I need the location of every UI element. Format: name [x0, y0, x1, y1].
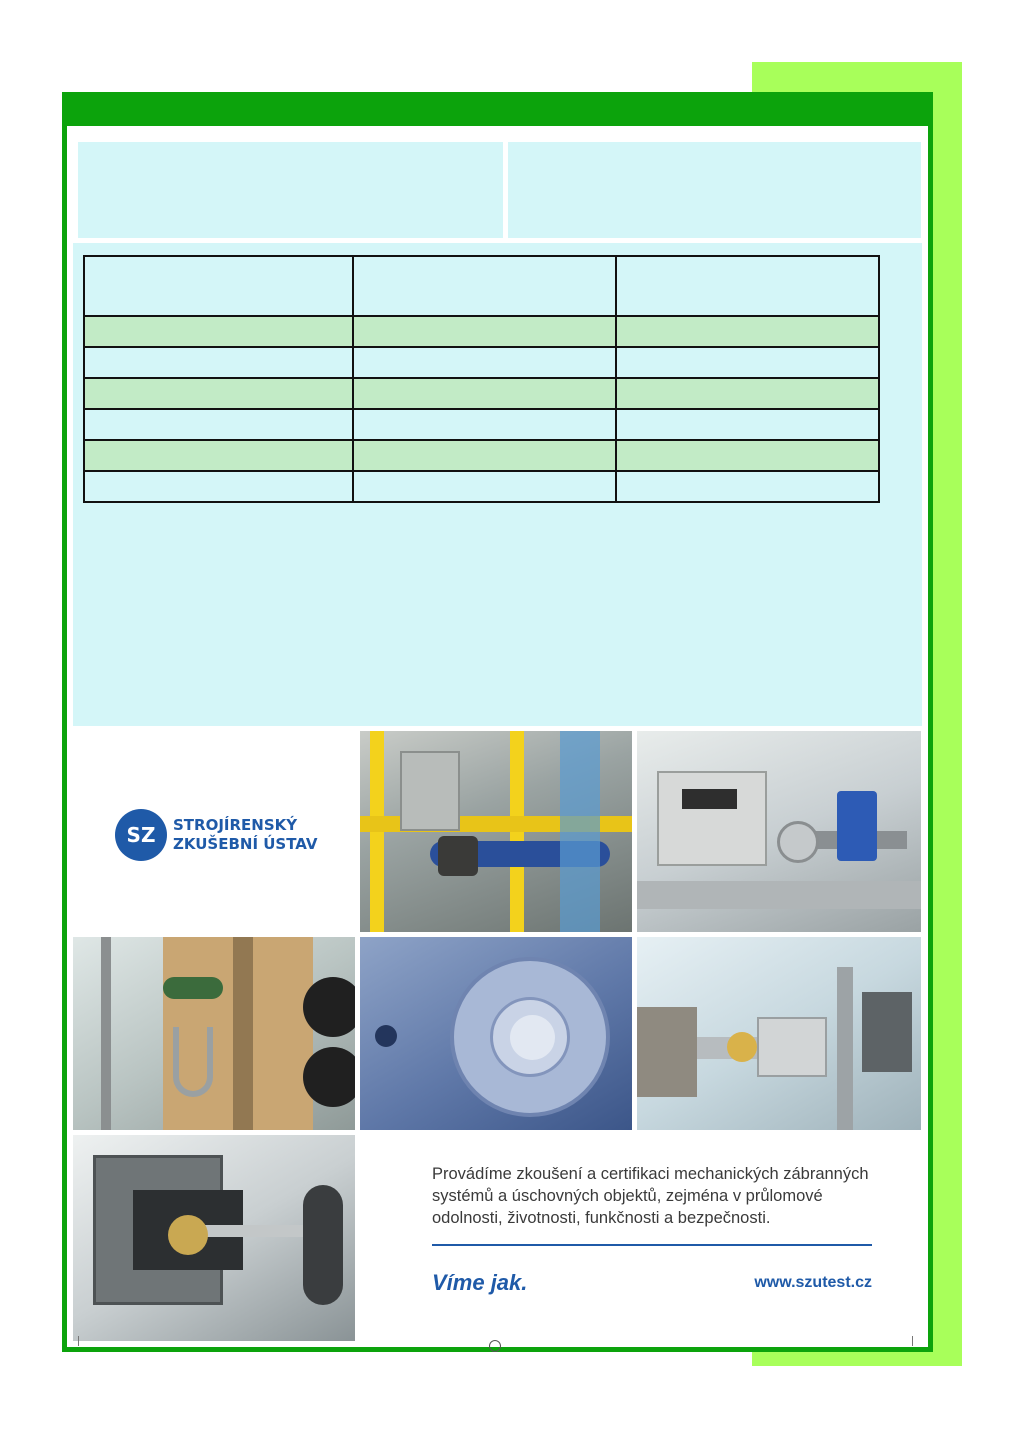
slogan: Víme jak. — [432, 1270, 528, 1295]
table-row — [84, 471, 879, 502]
registration-mark-icon — [489, 1340, 501, 1352]
logo-line-2: ZKUŠEBNÍ ÚSTAV — [173, 835, 318, 853]
promo-divider — [432, 1244, 872, 1246]
logo-monogram-icon: SZ — [115, 809, 167, 861]
table-row — [84, 347, 879, 378]
spec-table — [83, 255, 880, 503]
photo-lock-clamp-fixture — [73, 1135, 355, 1341]
table-row — [84, 440, 879, 471]
table-row — [84, 409, 879, 440]
table-header-row — [84, 256, 879, 316]
photo-hydraulic-press — [360, 731, 632, 932]
table-row — [84, 316, 879, 347]
company-logo — [115, 809, 318, 861]
photo-safe-dial-lock — [360, 937, 632, 1130]
info-box-right — [508, 142, 921, 238]
promo-description: Provádíme zkoušení a certifikaci mechanických zábranných systémů a úschovných objektů, zejména v průlomové odolnosti, životnosti, funkčnosti a bezpečnosti. — [432, 1165, 869, 1227]
crop-mark — [912, 1336, 913, 1346]
promo-block — [432, 1163, 872, 1296]
table-header-cell — [616, 256, 879, 316]
photo-door-handle-test — [73, 937, 355, 1130]
info-box-left — [78, 142, 503, 238]
photo-cylinder-lock-rig — [637, 937, 921, 1130]
table-header-cell — [353, 256, 616, 316]
logo-tile — [73, 731, 355, 932]
photo-test-machine — [637, 731, 921, 932]
logo-line-1: STROJÍRENSKÝ — [173, 816, 298, 834]
website-link[interactable]: www.szutest.cz — [754, 1274, 872, 1291]
crop-mark — [78, 1336, 79, 1346]
table-header-cell — [84, 256, 353, 316]
table-row — [84, 378, 879, 409]
